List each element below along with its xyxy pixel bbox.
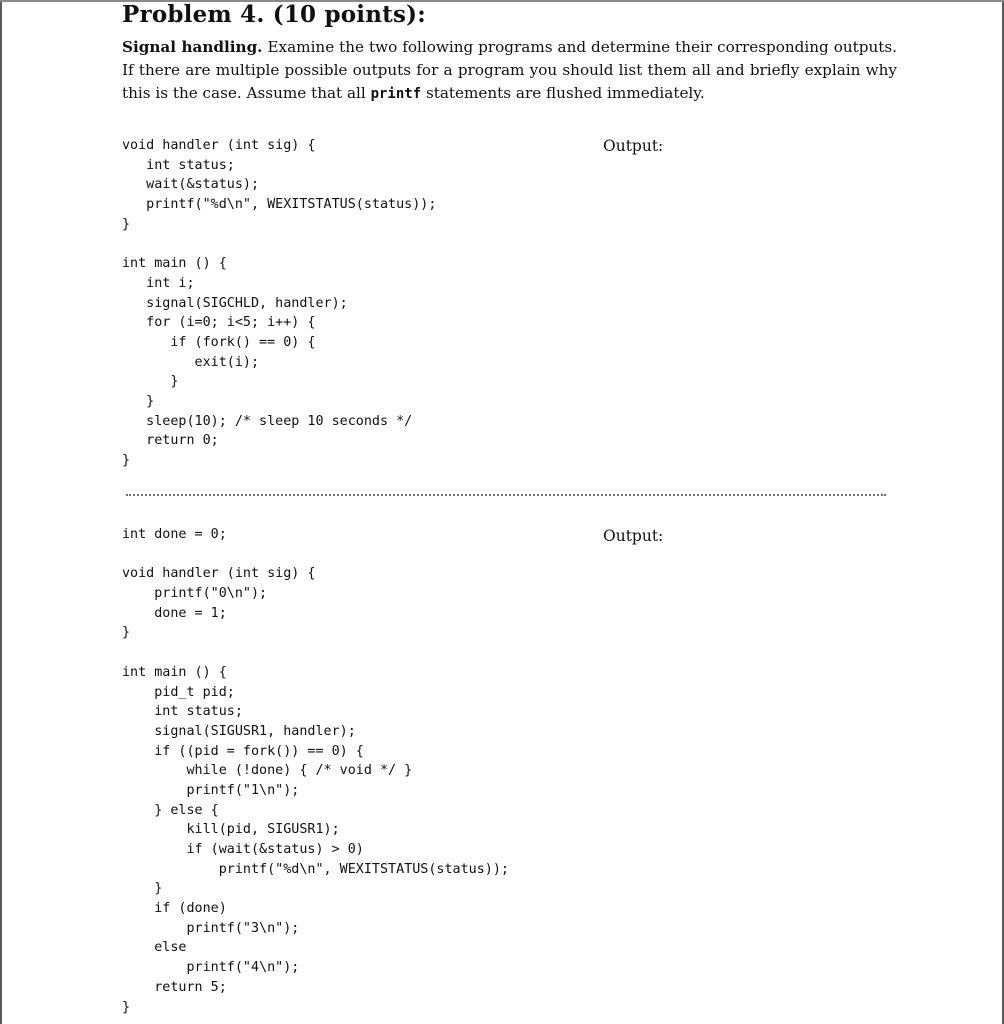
code-line: } [122,999,131,1015]
code-line: int done = 0; [122,527,227,542]
code-line: pid_t pid; [122,684,235,700]
code-line: int i; [122,275,195,291]
problem-description [122,36,897,106]
code-line: while (!done) { /* void */ } [122,763,413,779]
description-text-end: statements are flushed immediately. [421,84,705,102]
code-line: if (wait(&status) > 0) [122,842,364,857]
code-line: } [122,881,163,897]
code-line: if (done) [122,901,227,917]
code-line: } [122,393,155,409]
program-2-code [122,525,509,1017]
code-line: void handler (int sig) { [122,566,316,582]
program-2-output-label: Output: [603,527,664,545]
code-line: int status; [122,157,235,173]
dotted-separator [126,494,886,496]
code-line: printf("%d\n", WEXITSTATUS(status)); [122,197,437,213]
code-line: printf("%d\n", WEXITSTATUS(status)); [122,861,509,877]
page-left-edge [0,0,2,1024]
code-line: else [122,940,187,956]
code-line: } [122,374,179,390]
code-line: int main () { [122,256,227,272]
code-line: if ((pid = fork()) == 0) { [122,743,364,759]
description-lead: Signal handling. [122,38,263,56]
code-line: int main () { [122,664,227,680]
code-line: for (i=0; i<5; i++) { [122,315,316,331]
code-line: sleep(10); /* sleep 10 seconds */ [122,413,413,429]
code-line: } [122,453,131,468]
code-line: return 5; [122,979,227,995]
code-line: kill(pid, SIGUSR1); [122,822,340,838]
code-line: if (fork() == 0) { [122,334,316,350]
code-line: exit(i); [122,354,260,370]
program-1-output-label: Output: [603,137,664,155]
code-line: int status; [122,704,243,720]
program-1-code [122,136,436,471]
code-line [122,234,436,254]
code-line: return 0; [122,433,219,449]
code-line: } else { [122,802,219,818]
code-line: wait(&status); [122,177,260,193]
code-line [122,545,509,565]
description-code-word: printf [370,86,422,102]
code-line: printf("4\n"); [122,960,300,976]
code-line [122,643,509,663]
code-line: } [122,216,131,232]
code-line: signal(SIGCHLD, handler); [122,295,348,311]
description-text: Examine the two following programs and determine their corresponding outputs. If there are multiple possible outputs for a program you should list them all and briefly explain why this is the case. Assume that all [122,38,897,102]
code-line: signal(SIGUSR1, handler); [122,723,356,739]
code-line: done = 1; [122,605,227,621]
code-line: } [122,625,131,641]
problem-title: Problem 4. (10 points): [122,1,426,28]
code-line: printf("1\n"); [122,782,300,798]
code-line: printf("0\n"); [122,586,268,602]
code-line: void handler (int sig) { [122,138,316,153]
code-line: printf("3\n"); [122,920,300,936]
